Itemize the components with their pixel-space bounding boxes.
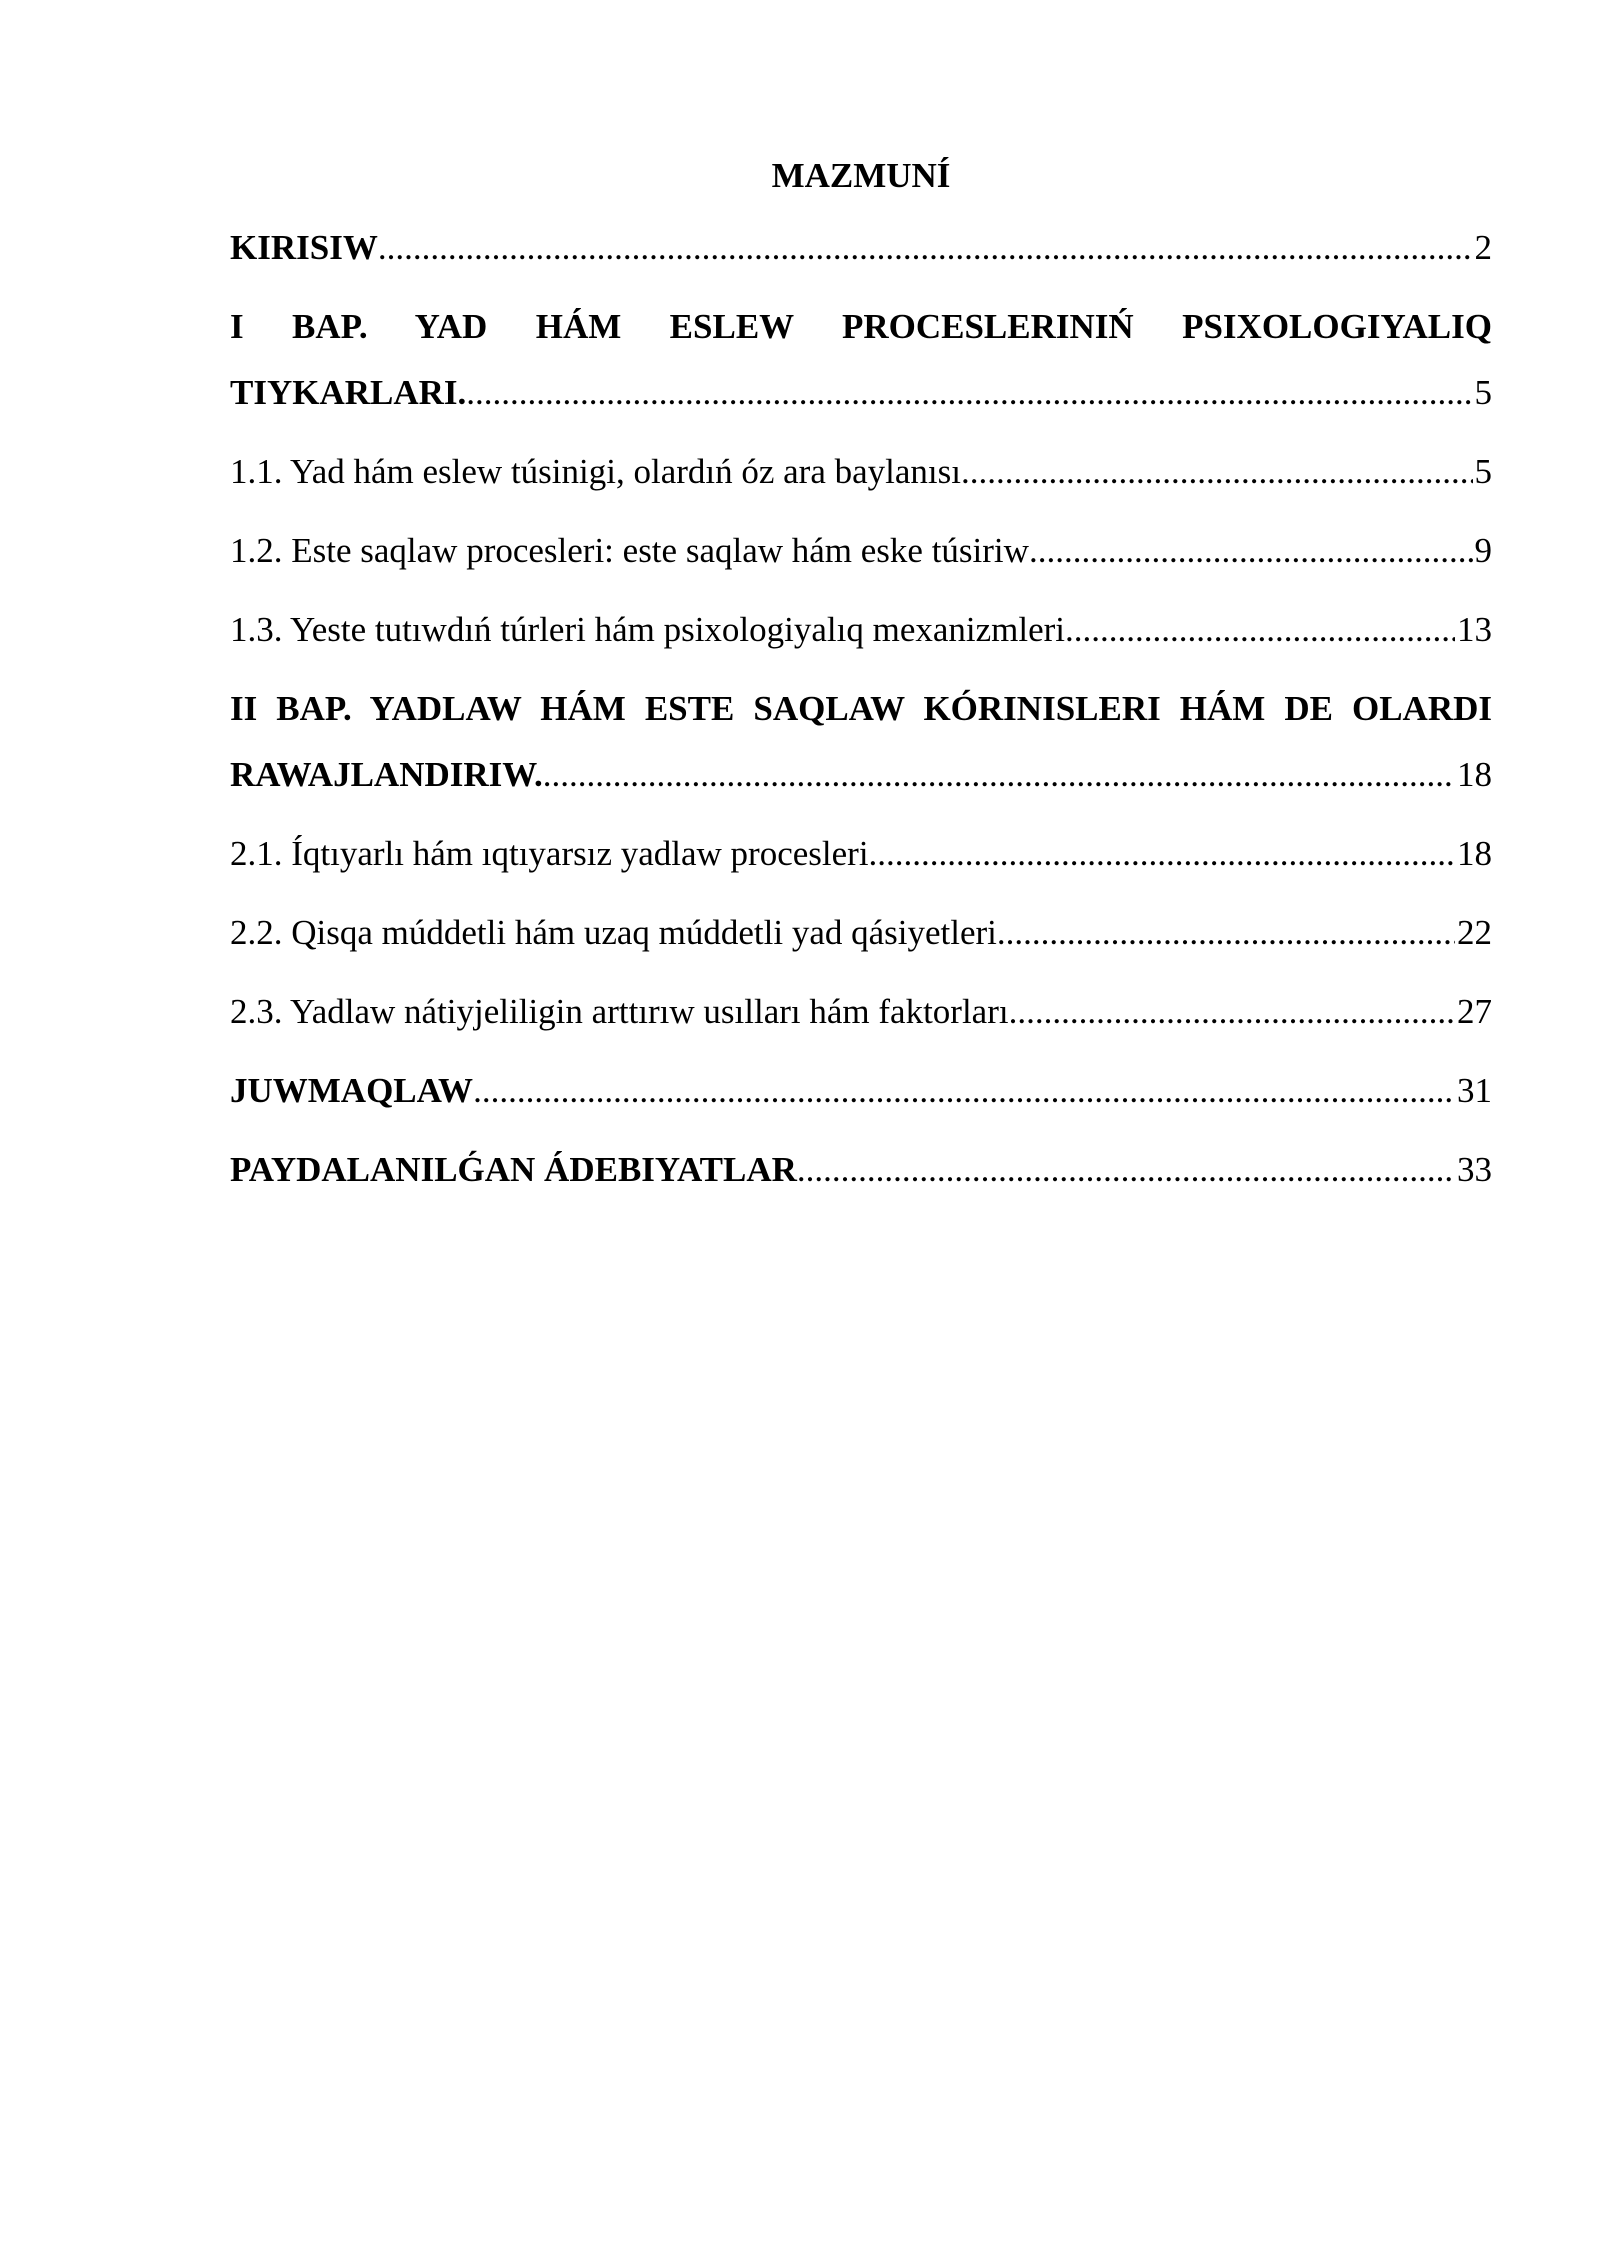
- toc-entry-chapter-2[interactable]: [230, 683, 1492, 801]
- dot-leader: [1029, 525, 1473, 577]
- toc-title: MAZMUNÍ: [771, 156, 951, 195]
- toc-entry-label: 1.2. Este saqlaw procesleri: este saqlaw hám eske túsiriw: [230, 531, 1029, 570]
- toc-entry-label: 1.3. Yeste tutıwdıń túrleri hám psixologiyalıq mexanizmleri: [230, 610, 1066, 649]
- dot-leader: [466, 367, 1472, 419]
- table-of-contents: [230, 150, 1492, 1223]
- toc-page-number: 9: [1474, 531, 1492, 570]
- toc-page-number: 18: [1457, 834, 1492, 873]
- toc-page-number: 2: [1474, 228, 1492, 267]
- toc-entry-1-1[interactable]: [230, 446, 1492, 498]
- dot-leader: [961, 446, 1473, 498]
- dot-leader: [997, 907, 1455, 959]
- toc-entry-2-3[interactable]: [230, 986, 1492, 1038]
- toc-entry-label: 2.3. Yadlaw nátiyjeliligin arttırıw usılları hám faktorları: [230, 992, 1009, 1031]
- toc-entry-chapter-1[interactable]: [230, 301, 1492, 419]
- toc-entry-label-line2: RAWAJLANDIRIW.: [230, 755, 543, 794]
- toc-entry-references[interactable]: [230, 1144, 1492, 1196]
- toc-page-number: 5: [1474, 452, 1492, 491]
- toc-entry-kirisiw[interactable]: [230, 222, 1492, 274]
- toc-entry-label: JUWMAQLAW: [230, 1071, 474, 1110]
- toc-entry-2-1[interactable]: [230, 828, 1492, 880]
- toc-entry-label: 2.1. Íqtıyarlı hám ıqtıyarsız yadlaw procesleri: [230, 834, 869, 873]
- toc-entry-label-line1: II BAP. YADLAW HÁM ESTE SAQLAW KÓRINISLERI HÁM DE OLARDI: [230, 689, 1492, 728]
- toc-entry-label: 1.1. Yad hám eslew túsinigi, olardıń óz ara baylanısı: [230, 452, 961, 491]
- dot-leader: [1065, 604, 1455, 656]
- toc-page-number: 5: [1474, 373, 1492, 412]
- dot-leader: [869, 828, 1455, 880]
- toc-entry-label: PAYDALANILǴAN ÁDEBIYATLAR: [230, 1150, 797, 1189]
- toc-entry-2-2[interactable]: [230, 907, 1492, 959]
- dot-leader: [473, 1065, 1455, 1117]
- toc-page-number: 22: [1457, 913, 1492, 952]
- toc-entry-label: KIRISIW: [230, 228, 378, 267]
- dot-leader: [543, 749, 1455, 801]
- dot-leader: [1009, 986, 1455, 1038]
- toc-entry-label: 2.2. Qisqa múddetli hám uzaq múddetli yad qásiyetleri: [230, 913, 997, 952]
- toc-entry-1-3[interactable]: [230, 604, 1492, 656]
- toc-page-number: 31: [1457, 1071, 1492, 1110]
- toc-page-number: 27: [1457, 992, 1492, 1031]
- toc-entry-label-line1: I BAP. YAD HÁM ESLEW PROCESLERINIŃ PSIXOLOGIYALIQ: [230, 307, 1492, 346]
- toc-page-number: 33: [1457, 1150, 1492, 1189]
- toc-entry-juwmaqlaw[interactable]: [230, 1065, 1492, 1117]
- toc-entry-label-line2: TIYKARLARI.: [230, 373, 467, 412]
- toc-page-number: 13: [1457, 610, 1492, 649]
- dot-leader: [797, 1144, 1455, 1196]
- toc-page-number: 18: [1457, 755, 1492, 794]
- dot-leader: [378, 222, 1473, 274]
- toc-entry-1-2[interactable]: [230, 525, 1492, 577]
